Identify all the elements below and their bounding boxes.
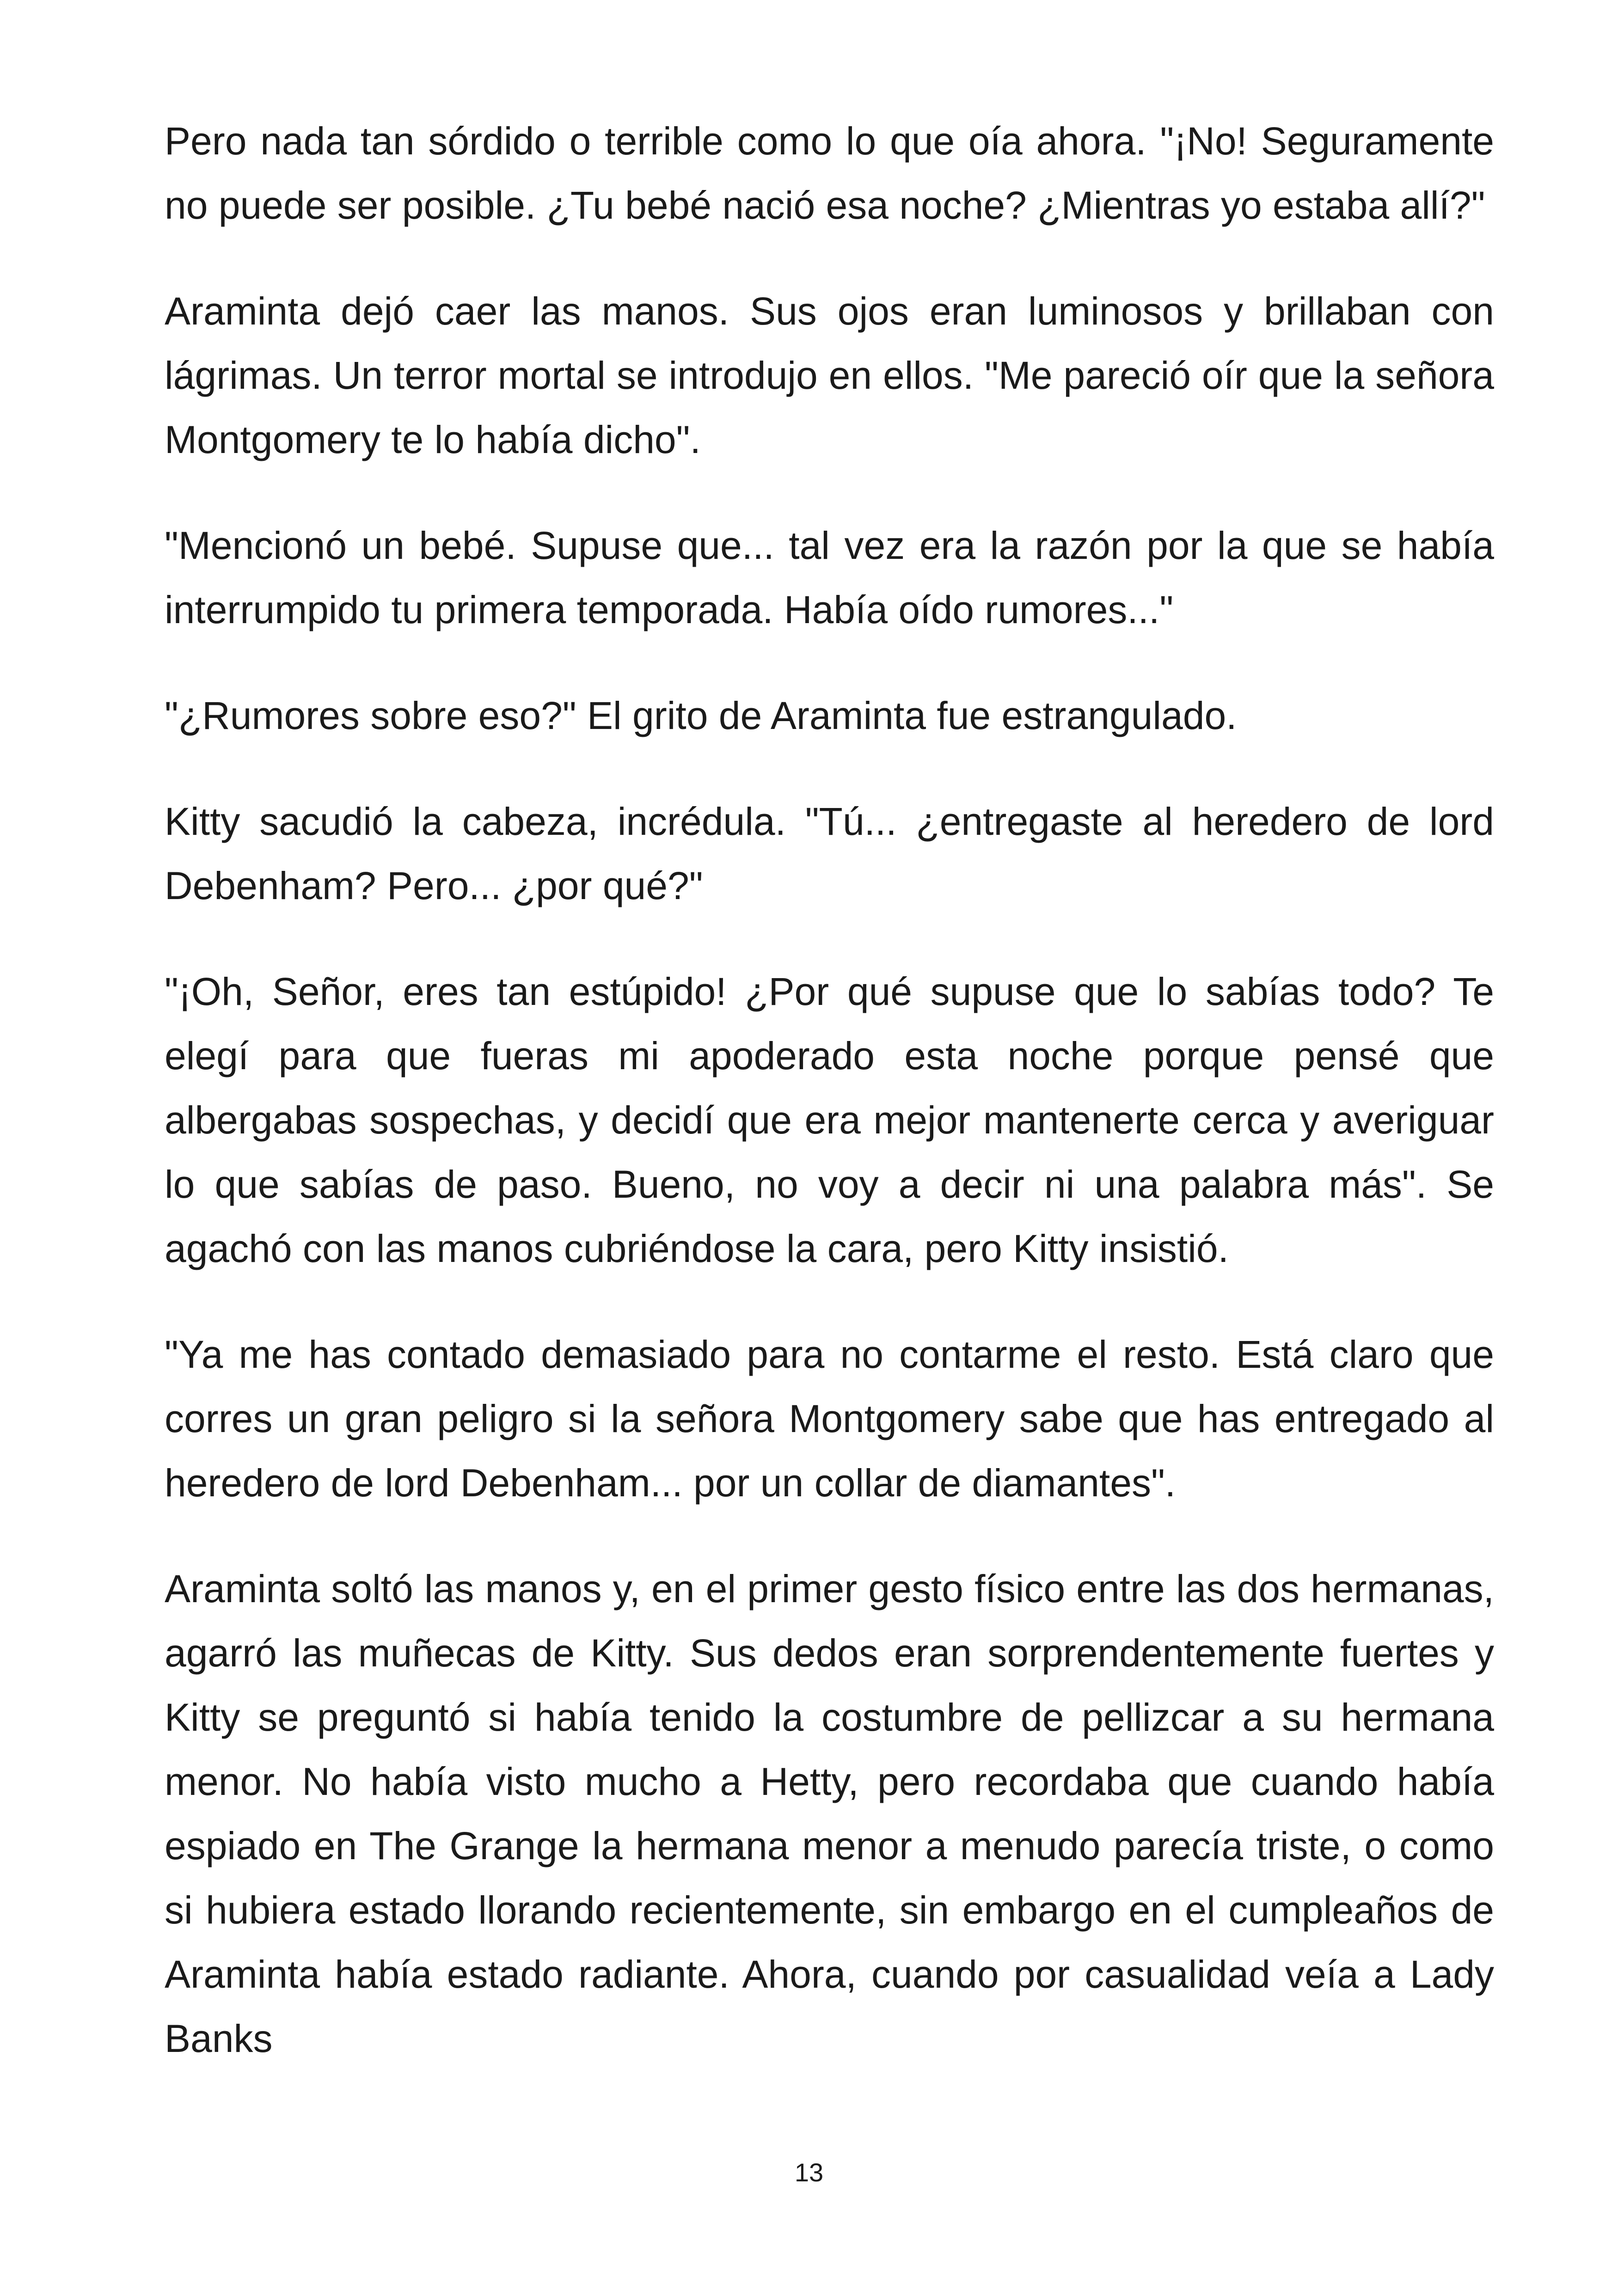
paragraph: Araminta soltó las manos y, en el primer gesto físico entre las dos hermanas, agarró las muñecas de Kitty. Sus dedos eran sorprendentemente fuertes y Kitty se preguntó si había tenido la costumbre de pellizcar a su hermana menor. No había visto mucho a Hetty, pero recordaba que cuando había espiado en The Grange la hermana menor a menudo parecía triste, o como si hubiera estado llorando recientemente, sin embargo en el cumpleaños de Araminta había estado radiante. Ahora, cuando por casualidad veía a Lady Banks xyxy=(165,1567,1494,2060)
paragraph: "¡Oh, Señor, eres tan estúpido! ¿Por qué supuse que lo sabías todo? Te elegí para que fueras mi apoderado esta noche porque pensé que albergabas sospechas, y decidí que era mejor mantenerte cerca y averiguar lo que sabías de paso. Bueno, no voy a decir ni una palabra más". Se agachó con las manos cubriéndose la cara, pero Kitty insistió. xyxy=(165,970,1494,1270)
paragraph: Kitty sacudió la cabeza, incrédula. "Tú... ¿entregaste al heredero de lord Debenham? Pero... ¿por qué?" xyxy=(165,800,1494,907)
paragraph: "¿Rumores sobre eso?" El grito de Araminta fue estrangulado. xyxy=(165,694,1237,737)
paragraph: "Ya me has contado demasiado para no contarme el resto. Está claro que corres un gran peligro si la señora Montgomery sabe que has entregado al heredero de lord Debenham... por un collar de diamantes". xyxy=(165,1333,1494,1505)
paragraph: Araminta dejó caer las manos. Sus ojos eran luminosos y brillaban con lágrimas. Un terror mortal se introdujo en ellos. "Me pareció oír que la señora Montgomery te lo había dicho". xyxy=(165,289,1494,461)
page-number: 13 xyxy=(794,2158,824,2187)
page-body xyxy=(165,109,1494,2071)
paragraph: "Mencionó un bebé. Supuse que... tal vez era la razón por la que se había interrumpido tu primera temporada. Había oído rumores..." xyxy=(165,524,1494,631)
paragraph: Pero nada tan sórdido o terrible como lo que oía ahora. "¡No! Seguramente no puede ser posible. ¿Tu bebé nació esa noche? ¿Mientras yo estaba allí?" xyxy=(165,119,1494,227)
